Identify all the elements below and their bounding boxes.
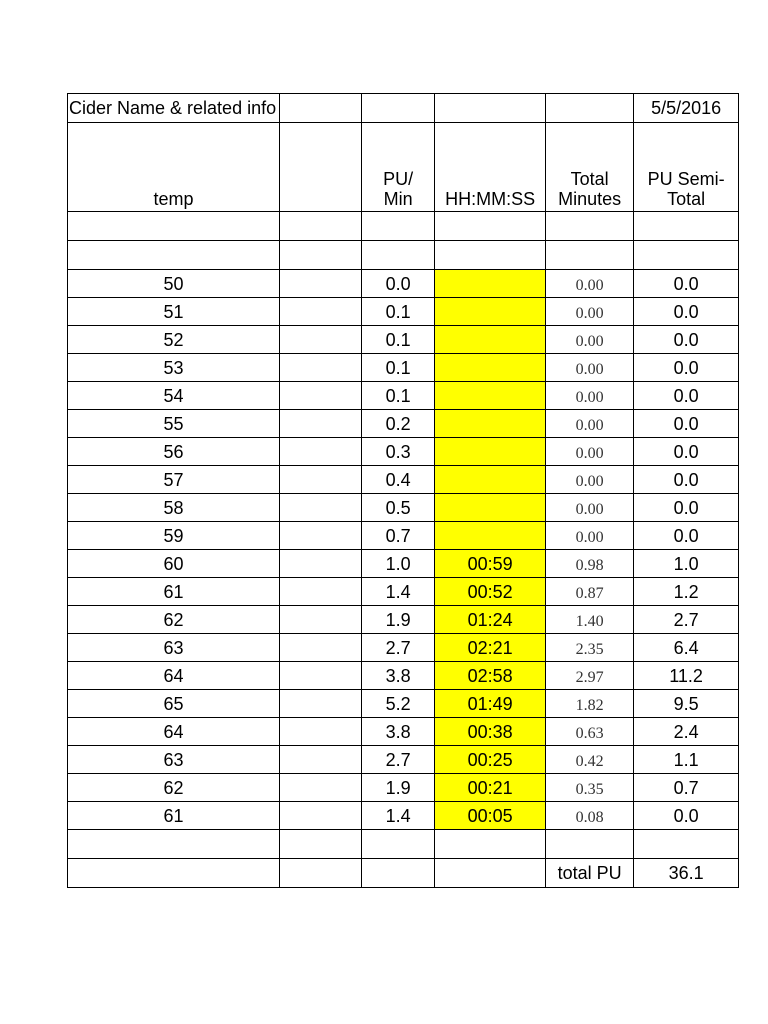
total-minutes-cell[interactable]: 0.08	[546, 802, 634, 830]
empty-cell[interactable]	[280, 718, 362, 746]
table-row	[68, 606, 739, 634]
pu-semi-total-cell[interactable]: 1.1	[634, 746, 739, 774]
time-cell[interactable]	[435, 494, 546, 522]
title-cell[interactable]	[68, 94, 280, 123]
pu-min-cell[interactable]: 0.5	[362, 494, 435, 522]
header-total-minutes[interactable]	[546, 123, 634, 212]
table-row	[68, 466, 739, 494]
time-cell[interactable]: 00:52	[435, 578, 546, 606]
empty-cell[interactable]	[280, 494, 362, 522]
time-cell[interactable]: 00:21	[435, 774, 546, 802]
table-row	[68, 410, 739, 438]
table-row	[68, 578, 739, 606]
total-minutes-cell[interactable]: 0.00	[546, 466, 634, 494]
empty-cell[interactable]	[280, 466, 362, 494]
pu-semi-total-cell[interactable]: 0.0	[634, 494, 739, 522]
temp-cell[interactable]: 60	[68, 550, 280, 578]
blank-row	[68, 830, 739, 859]
blank-cell[interactable]	[68, 212, 280, 241]
table-row	[68, 550, 739, 578]
blank-row	[68, 212, 739, 241]
total-minutes-cell[interactable]: 0.00	[546, 494, 634, 522]
total-minutes-cell[interactable]: 0.00	[546, 410, 634, 438]
total-minutes-cell[interactable]: 0.98	[546, 550, 634, 578]
empty-cell[interactable]	[280, 270, 362, 298]
empty-cell[interactable]	[280, 578, 362, 606]
blank-cell[interactable]	[546, 241, 634, 270]
empty-cell[interactable]	[280, 298, 362, 326]
temp-cell[interactable]: 64	[68, 662, 280, 690]
pu-semi-total-cell[interactable]: 0.0	[634, 410, 739, 438]
table-row	[68, 326, 739, 354]
temp-cell[interactable]: 61	[68, 578, 280, 606]
blank-cell[interactable]	[68, 241, 280, 270]
table-row	[68, 438, 739, 466]
pu-semi-total-cell[interactable]: 0.0	[634, 522, 739, 550]
pu-semi-total-cell[interactable]: 0.0	[634, 326, 739, 354]
pu-min-cell[interactable]: 1.9	[362, 606, 435, 634]
pu-semi-total-cell[interactable]: 0.0	[634, 438, 739, 466]
empty-cell[interactable]	[280, 746, 362, 774]
time-cell[interactable]	[435, 354, 546, 382]
total-minutes-cell[interactable]: 1.82	[546, 690, 634, 718]
time-cell[interactable]: 02:58	[435, 662, 546, 690]
blank-cell[interactable]	[362, 241, 435, 270]
empty-cell[interactable]	[280, 606, 362, 634]
temp-cell[interactable]: 55	[68, 410, 280, 438]
empty-cell[interactable]	[280, 438, 362, 466]
pu-min-cell[interactable]: 2.7	[362, 746, 435, 774]
total-row	[68, 859, 739, 888]
time-cell[interactable]	[435, 270, 546, 298]
total-pu-value[interactable]: 36.1	[634, 859, 739, 888]
empty-cell[interactable]	[280, 774, 362, 802]
blank-row	[68, 241, 739, 270]
empty-cell[interactable]	[280, 634, 362, 662]
date-cell[interactable]: 5/5/2016	[634, 94, 739, 123]
pu-min-cell[interactable]: 0.0	[362, 270, 435, 298]
blank-cell[interactable]	[280, 212, 362, 241]
blank-cell[interactable]	[435, 830, 546, 859]
table-row	[68, 662, 739, 690]
pu-min-cell[interactable]: 0.4	[362, 466, 435, 494]
table-row	[68, 298, 739, 326]
total-minutes-cell[interactable]: 0.00	[546, 326, 634, 354]
temp-cell[interactable]: 63	[68, 746, 280, 774]
header-pu-min-line2: Min	[383, 189, 413, 209]
blank-cell[interactable]	[280, 830, 362, 859]
pu-semi-total-cell[interactable]: 1.2	[634, 578, 739, 606]
title-row	[68, 94, 739, 123]
time-cell[interactable]: 00:05	[435, 802, 546, 830]
header-empty[interactable]	[280, 123, 362, 212]
blank-cell[interactable]	[362, 859, 435, 888]
header-pu-semi-total[interactable]	[634, 123, 739, 212]
pu-semi-total-cell[interactable]: 0.0	[634, 270, 739, 298]
temp-cell[interactable]: 51	[68, 298, 280, 326]
table-row	[68, 382, 739, 410]
total-minutes-cell[interactable]: 0.42	[546, 746, 634, 774]
temp-cell[interactable]: 58	[68, 494, 280, 522]
pu-semi-total-cell[interactable]: 0.7	[634, 774, 739, 802]
time-cell[interactable]: 01:24	[435, 606, 546, 634]
pu-min-cell[interactable]: 2.7	[362, 634, 435, 662]
total-minutes-cell[interactable]: 0.63	[546, 718, 634, 746]
blank-cell[interactable]	[280, 859, 362, 888]
total-minutes-cell[interactable]: 0.00	[546, 522, 634, 550]
pu-min-cell[interactable]: 0.1	[362, 298, 435, 326]
empty-cell[interactable]	[280, 802, 362, 830]
pu-min-cell[interactable]: 0.1	[362, 326, 435, 354]
total-minutes-cell[interactable]: 2.35	[546, 634, 634, 662]
header-total-minutes-line2: Minutes	[558, 189, 622, 209]
time-cell[interactable]: 00:25	[435, 746, 546, 774]
total-minutes-cell[interactable]: 2.97	[546, 662, 634, 690]
table-row	[68, 774, 739, 802]
temp-cell[interactable]: 61	[68, 802, 280, 830]
time-cell[interactable]	[435, 522, 546, 550]
temp-cell[interactable]: 57	[68, 466, 280, 494]
pu-semi-total-cell[interactable]: 0.0	[634, 298, 739, 326]
title-empty-cell[interactable]	[280, 94, 362, 123]
header-pu-semi-line2: Total	[667, 189, 706, 209]
header-pu-semi-line1: PU Semi-	[647, 169, 725, 189]
blank-cell[interactable]	[68, 830, 280, 859]
header-pu-min-line1: PU/	[383, 169, 414, 189]
pu-min-cell[interactable]: 3.8	[362, 662, 435, 690]
blank-cell[interactable]	[634, 830, 739, 859]
pu-semi-total-cell[interactable]: 0.0	[634, 802, 739, 830]
table-row	[68, 634, 739, 662]
total-minutes-cell[interactable]: 0.00	[546, 438, 634, 466]
title-empty-cell[interactable]	[435, 94, 546, 123]
blank-cell[interactable]	[435, 859, 546, 888]
table-row	[68, 270, 739, 298]
sheet-title: Cider Name & related info	[69, 98, 277, 118]
pasteurization-table	[67, 93, 739, 888]
pu-semi-total-cell[interactable]: 11.2	[634, 662, 739, 690]
total-minutes-cell[interactable]: 1.40	[546, 606, 634, 634]
header-temp[interactable]: temp	[68, 123, 280, 212]
blank-cell[interactable]	[68, 859, 280, 888]
time-cell[interactable]	[435, 382, 546, 410]
total-minutes-cell[interactable]: 0.35	[546, 774, 634, 802]
table-row	[68, 354, 739, 382]
pu-semi-total-cell[interactable]: 9.5	[634, 690, 739, 718]
temp-cell[interactable]: 54	[68, 382, 280, 410]
total-minutes-cell[interactable]: 0.00	[546, 298, 634, 326]
pu-min-cell[interactable]: 0.1	[362, 354, 435, 382]
pu-min-cell[interactable]: 5.2	[362, 690, 435, 718]
header-hhmmss[interactable]: HH:MM:SS	[435, 123, 546, 212]
blank-cell[interactable]	[546, 212, 634, 241]
blank-cell[interactable]	[634, 241, 739, 270]
time-cell[interactable]: 00:38	[435, 718, 546, 746]
table-row	[68, 522, 739, 550]
blank-cell[interactable]	[435, 212, 546, 241]
blank-cell[interactable]	[280, 241, 362, 270]
pu-min-cell[interactable]: 1.9	[362, 774, 435, 802]
time-cell[interactable]	[435, 466, 546, 494]
blank-cell[interactable]	[435, 241, 546, 270]
temp-cell[interactable]: 56	[68, 438, 280, 466]
pu-min-cell[interactable]: 1.0	[362, 550, 435, 578]
time-cell[interactable]: 02:21	[435, 634, 546, 662]
table-row	[68, 802, 739, 830]
temp-cell[interactable]: 53	[68, 354, 280, 382]
time-cell[interactable]	[435, 326, 546, 354]
time-cell[interactable]	[435, 298, 546, 326]
total-minutes-cell[interactable]: 0.00	[546, 270, 634, 298]
temp-cell[interactable]: 59	[68, 522, 280, 550]
pu-min-cell[interactable]: 0.1	[362, 382, 435, 410]
pu-min-cell[interactable]: 0.7	[362, 522, 435, 550]
table-row	[68, 718, 739, 746]
temp-cell[interactable]: 63	[68, 634, 280, 662]
total-minutes-cell[interactable]: 0.87	[546, 578, 634, 606]
blank-cell[interactable]	[546, 830, 634, 859]
pu-min-cell[interactable]: 3.8	[362, 718, 435, 746]
temp-cell[interactable]: 50	[68, 270, 280, 298]
table-row	[68, 746, 739, 774]
pu-min-cell[interactable]: 1.4	[362, 802, 435, 830]
blank-cell[interactable]	[362, 830, 435, 859]
title-empty-cell[interactable]	[362, 94, 435, 123]
empty-cell[interactable]	[280, 326, 362, 354]
table-row	[68, 690, 739, 718]
empty-cell[interactable]	[280, 690, 362, 718]
temp-cell[interactable]: 62	[68, 774, 280, 802]
time-cell[interactable]	[435, 410, 546, 438]
pu-semi-total-cell[interactable]: 1.0	[634, 550, 739, 578]
empty-cell[interactable]	[280, 354, 362, 382]
pu-semi-total-cell[interactable]: 2.7	[634, 606, 739, 634]
pu-semi-total-cell[interactable]: 0.0	[634, 382, 739, 410]
pu-min-cell[interactable]: 0.2	[362, 410, 435, 438]
total-pu-label[interactable]: total PU	[546, 859, 634, 888]
temp-cell[interactable]: 62	[68, 606, 280, 634]
pu-min-cell[interactable]: 1.4	[362, 578, 435, 606]
temp-cell[interactable]: 65	[68, 690, 280, 718]
pu-semi-total-cell[interactable]: 0.0	[634, 354, 739, 382]
blank-cell[interactable]	[634, 212, 739, 241]
empty-cell[interactable]	[280, 522, 362, 550]
empty-cell[interactable]	[280, 382, 362, 410]
title-empty-cell[interactable]	[546, 94, 634, 123]
pu-min-cell[interactable]: 0.3	[362, 438, 435, 466]
blank-cell[interactable]	[362, 212, 435, 241]
table-row	[68, 494, 739, 522]
total-minutes-cell[interactable]: 0.00	[546, 382, 634, 410]
header-total-minutes-line1: Total	[570, 169, 609, 189]
temp-cell[interactable]: 64	[68, 718, 280, 746]
time-cell[interactable]: 00:59	[435, 550, 546, 578]
pu-semi-total-cell[interactable]: 6.4	[634, 634, 739, 662]
empty-cell[interactable]	[280, 410, 362, 438]
header-pu-min[interactable]	[362, 123, 435, 212]
empty-cell[interactable]	[280, 662, 362, 690]
time-cell[interactable]: 01:49	[435, 690, 546, 718]
temp-cell[interactable]: 52	[68, 326, 280, 354]
pu-semi-total-cell[interactable]: 2.4	[634, 718, 739, 746]
time-cell[interactable]	[435, 438, 546, 466]
pu-semi-total-cell[interactable]: 0.0	[634, 466, 739, 494]
total-minutes-cell[interactable]: 0.00	[546, 354, 634, 382]
empty-cell[interactable]	[280, 550, 362, 578]
header-row	[68, 123, 739, 212]
